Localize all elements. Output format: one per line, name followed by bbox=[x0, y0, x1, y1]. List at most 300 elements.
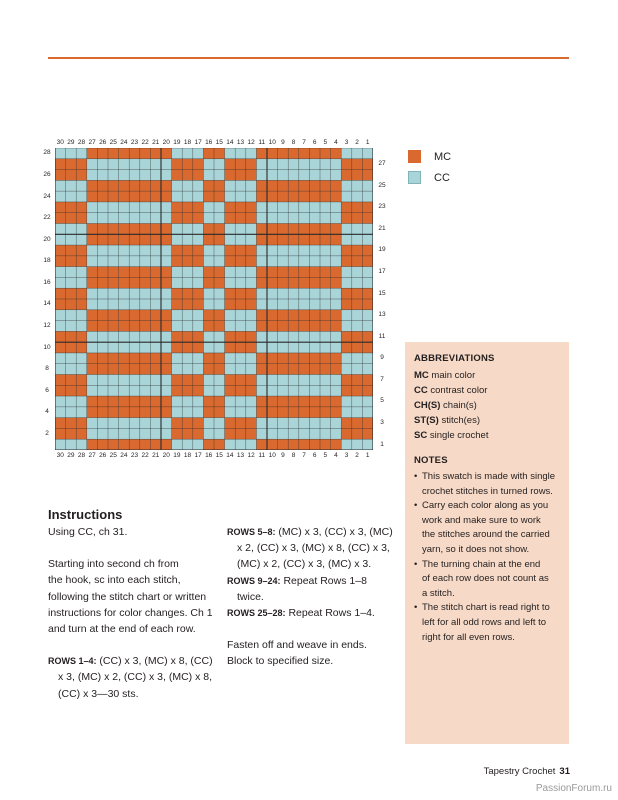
chart-cell bbox=[235, 213, 246, 224]
chart-cell bbox=[108, 191, 119, 202]
note-item bbox=[414, 470, 560, 499]
chart-cell bbox=[129, 202, 140, 213]
chart-cell bbox=[140, 180, 151, 191]
chart-cell bbox=[352, 170, 363, 181]
notes-list bbox=[414, 470, 560, 645]
chart-cell bbox=[193, 353, 204, 364]
chart-cell bbox=[55, 364, 66, 375]
start-text-line: following the stitch chart or written bbox=[48, 590, 207, 603]
chart-cell bbox=[76, 375, 87, 386]
chart-cell bbox=[341, 353, 352, 364]
chart-cell bbox=[214, 245, 225, 256]
chart-cell bbox=[256, 213, 267, 224]
chart-cell bbox=[267, 191, 278, 202]
stitch-chart bbox=[40, 138, 390, 463]
notes-title: NOTES bbox=[414, 455, 448, 466]
chart-cell bbox=[320, 213, 331, 224]
chart-cell bbox=[203, 407, 214, 418]
chart-cell bbox=[267, 159, 278, 170]
chart-cell bbox=[108, 428, 119, 439]
chart-cell bbox=[129, 418, 140, 429]
rows-5-8-label: ROWS 5–8: bbox=[227, 527, 276, 537]
chart-cell bbox=[246, 288, 257, 299]
chart-cell bbox=[193, 299, 204, 310]
chart-cell bbox=[108, 396, 119, 407]
chart-cell bbox=[320, 353, 331, 364]
column-number: 5 bbox=[323, 452, 328, 459]
chart-cell bbox=[246, 396, 257, 407]
chart-cell bbox=[108, 277, 119, 288]
chart-cell bbox=[76, 310, 87, 321]
row-number: 25 bbox=[378, 181, 386, 189]
chart-cell bbox=[76, 267, 87, 278]
chart-cell bbox=[66, 245, 77, 256]
chart-cell bbox=[129, 375, 140, 386]
chart-cell bbox=[66, 407, 77, 418]
chart-cell bbox=[150, 331, 161, 342]
chart-cell bbox=[267, 288, 278, 299]
chart-cell bbox=[235, 321, 246, 332]
chart-cell bbox=[246, 159, 257, 170]
chart-cell bbox=[119, 321, 130, 332]
chart-cell bbox=[203, 224, 214, 235]
chart-cell bbox=[299, 180, 310, 191]
chart-cell bbox=[140, 277, 151, 288]
chart-cell bbox=[331, 224, 342, 235]
chart-cell bbox=[76, 385, 87, 396]
rows-25-28-text: Repeat Rows 1–4. bbox=[285, 607, 375, 620]
chart-cell bbox=[341, 407, 352, 418]
chart-cell bbox=[267, 213, 278, 224]
chart-cell bbox=[256, 418, 267, 429]
column-number: 13 bbox=[236, 452, 245, 459]
chart-cell bbox=[309, 375, 320, 386]
chart-cell bbox=[267, 245, 278, 256]
chart-cell bbox=[331, 385, 342, 396]
chart-cell bbox=[182, 418, 193, 429]
chart-cell bbox=[267, 180, 278, 191]
chart-cell bbox=[331, 148, 342, 159]
chart-cell bbox=[256, 267, 267, 278]
chart-cell bbox=[362, 439, 373, 450]
chart-cell bbox=[278, 321, 289, 332]
chart-cell bbox=[182, 375, 193, 386]
chart-cell bbox=[299, 170, 310, 181]
chart-cell bbox=[150, 342, 161, 353]
chart-cell bbox=[299, 159, 310, 170]
chart-cell bbox=[172, 256, 183, 267]
chart-cell bbox=[140, 213, 151, 224]
chart-cell bbox=[267, 331, 278, 342]
chart-cell bbox=[320, 277, 331, 288]
chart-cell bbox=[309, 342, 320, 353]
chart-cell bbox=[299, 375, 310, 386]
chart-cell bbox=[341, 170, 352, 181]
column-number: 16 bbox=[205, 452, 213, 459]
rows-25-28-label: ROWS 25–28: bbox=[227, 608, 286, 619]
chart-cell bbox=[55, 267, 66, 278]
chart-cell bbox=[172, 407, 183, 418]
chart-cell bbox=[119, 353, 130, 364]
chart-cell bbox=[76, 321, 87, 332]
chart-cell bbox=[278, 277, 289, 288]
column-number: 17 bbox=[194, 139, 202, 146]
chart-cell bbox=[119, 396, 130, 407]
chart-cell bbox=[309, 396, 320, 407]
chart-cell bbox=[76, 331, 87, 342]
chart-cell bbox=[214, 418, 225, 429]
chart-cell bbox=[172, 191, 183, 202]
chart-cell bbox=[119, 148, 130, 159]
chart-cell bbox=[87, 148, 98, 159]
chart-cell bbox=[214, 439, 225, 450]
chart-cell bbox=[225, 310, 236, 321]
row-number: 20 bbox=[43, 235, 51, 243]
chart-cell bbox=[150, 385, 161, 396]
chart-cell bbox=[193, 396, 204, 407]
column-number: 4 bbox=[334, 139, 338, 146]
chart-cell bbox=[278, 234, 289, 245]
chart-cell bbox=[66, 428, 77, 439]
note-line: The stitch chart is read right to bbox=[422, 602, 550, 614]
chart-cell bbox=[341, 342, 352, 353]
chart-cell bbox=[97, 180, 108, 191]
chart-cell bbox=[331, 267, 342, 278]
chart-cell bbox=[129, 191, 140, 202]
chart-cell bbox=[97, 353, 108, 364]
note-line: the stitches around the carried bbox=[422, 529, 550, 541]
chart-cell bbox=[76, 418, 87, 429]
chart-cell bbox=[76, 159, 87, 170]
chart-cell bbox=[66, 288, 77, 299]
chart-cell bbox=[87, 191, 98, 202]
chart-cell bbox=[76, 245, 87, 256]
chart-cell bbox=[150, 213, 161, 224]
chart-cell bbox=[362, 407, 373, 418]
chart-cell bbox=[182, 148, 193, 159]
chart-cell bbox=[87, 299, 98, 310]
chart-cell bbox=[278, 180, 289, 191]
chart-cell bbox=[331, 256, 342, 267]
chart-cell bbox=[214, 375, 225, 386]
chart-cell bbox=[66, 439, 77, 450]
chart-cell bbox=[161, 310, 172, 321]
chart-cell bbox=[288, 342, 299, 353]
chart-cell bbox=[150, 245, 161, 256]
chart-cell bbox=[97, 396, 108, 407]
chart-cell bbox=[246, 180, 257, 191]
row-number: 17 bbox=[378, 268, 386, 276]
chart-cell bbox=[161, 245, 172, 256]
chart-cell bbox=[235, 224, 246, 235]
chart-cell bbox=[97, 213, 108, 224]
chart-cell bbox=[331, 331, 342, 342]
column-number: 8 bbox=[291, 139, 296, 146]
chart-cell bbox=[309, 256, 320, 267]
chart-cell bbox=[119, 364, 130, 375]
chart-cell bbox=[76, 364, 87, 375]
chart-cell bbox=[119, 159, 130, 170]
note-item bbox=[414, 558, 560, 602]
chart-cell bbox=[129, 213, 140, 224]
chart-cell bbox=[150, 310, 161, 321]
chart-cell bbox=[256, 170, 267, 181]
chart-cell bbox=[76, 277, 87, 288]
chart-cell bbox=[87, 396, 98, 407]
chart-cell bbox=[320, 299, 331, 310]
chart-cell bbox=[87, 234, 98, 245]
column-number: 20 bbox=[162, 452, 170, 459]
chart-cell bbox=[225, 418, 236, 429]
chart-cell bbox=[182, 180, 193, 191]
chart-cell bbox=[362, 213, 373, 224]
chart-cell bbox=[278, 364, 289, 375]
chart-cell bbox=[214, 170, 225, 181]
chart-cell bbox=[182, 428, 193, 439]
chart-cell bbox=[66, 418, 77, 429]
chart-cell bbox=[193, 364, 204, 375]
chart-cell bbox=[140, 353, 151, 364]
chart-cell bbox=[309, 418, 320, 429]
chart-cell bbox=[352, 213, 363, 224]
chart-cell bbox=[203, 180, 214, 191]
chart-cell bbox=[140, 148, 151, 159]
chart-cell bbox=[203, 191, 214, 202]
chart-cell bbox=[108, 439, 119, 450]
chart-cell bbox=[55, 385, 66, 396]
chart-cell bbox=[172, 267, 183, 278]
chart-cell bbox=[225, 202, 236, 213]
chart-cell bbox=[140, 375, 151, 386]
chart-cell bbox=[256, 310, 267, 321]
chart-cell bbox=[362, 364, 373, 375]
chart-cell bbox=[235, 202, 246, 213]
chart-cell bbox=[214, 407, 225, 418]
chart-cell bbox=[331, 191, 342, 202]
chart-cell bbox=[150, 277, 161, 288]
chart-cell bbox=[119, 439, 130, 450]
chart-cell bbox=[182, 288, 193, 299]
chart-cell bbox=[140, 342, 151, 353]
chart-cell bbox=[341, 418, 352, 429]
chart-cell bbox=[246, 331, 257, 342]
note-line: left for all odd rows and left to bbox=[422, 616, 547, 628]
chart-cell bbox=[235, 245, 246, 256]
chart-cell bbox=[66, 310, 77, 321]
chart-cell bbox=[331, 407, 342, 418]
chart-cell bbox=[66, 159, 77, 170]
chart-cell bbox=[352, 396, 363, 407]
chart-cell bbox=[161, 364, 172, 375]
chart-cell bbox=[246, 299, 257, 310]
row-number: 24 bbox=[43, 192, 51, 200]
legend-mc bbox=[408, 150, 451, 163]
chart-cell bbox=[278, 331, 289, 342]
row-number: 7 bbox=[380, 375, 384, 383]
chart-cell bbox=[278, 418, 289, 429]
chart-cell bbox=[108, 267, 119, 278]
chart-cell bbox=[172, 159, 183, 170]
chart-cell bbox=[87, 159, 98, 170]
chart-cell bbox=[309, 224, 320, 235]
chart-cell bbox=[225, 159, 236, 170]
chart-cell bbox=[246, 277, 257, 288]
chart-cell bbox=[66, 234, 77, 245]
chart-cell bbox=[331, 277, 342, 288]
chart-cell bbox=[150, 321, 161, 332]
chart-cell bbox=[320, 224, 331, 235]
chart-cell bbox=[225, 148, 236, 159]
rows-5-8 bbox=[227, 524, 397, 573]
chart-cell bbox=[235, 277, 246, 288]
chart-cell bbox=[362, 224, 373, 235]
chart-cell bbox=[119, 267, 130, 278]
row-number: 13 bbox=[378, 311, 386, 319]
chart-cell bbox=[225, 224, 236, 235]
chart-cell bbox=[362, 342, 373, 353]
rows-9-24-label: ROWS 9–24: bbox=[227, 575, 281, 586]
chart-cell bbox=[246, 202, 257, 213]
chart-cell bbox=[341, 277, 352, 288]
row-number: 27 bbox=[378, 160, 386, 168]
chart-cell bbox=[341, 180, 352, 191]
chart-cell bbox=[182, 321, 193, 332]
column-number: 17 bbox=[194, 452, 202, 459]
chart-cell bbox=[256, 364, 267, 375]
chart-cell bbox=[341, 364, 352, 375]
chart-cell bbox=[331, 159, 342, 170]
chart-cell bbox=[193, 180, 204, 191]
chart-cell bbox=[288, 213, 299, 224]
chart-cell bbox=[362, 245, 373, 256]
chart-cell bbox=[320, 245, 331, 256]
chart-cell bbox=[182, 299, 193, 310]
chart-cell bbox=[161, 267, 172, 278]
chart-cell bbox=[299, 396, 310, 407]
chart-cell bbox=[267, 321, 278, 332]
bullet-icon: • bbox=[414, 500, 418, 512]
chart-cell bbox=[161, 342, 172, 353]
chart-cell bbox=[352, 288, 363, 299]
chart-cell bbox=[129, 396, 140, 407]
chart-cell bbox=[267, 439, 278, 450]
chart-cell bbox=[87, 202, 98, 213]
column-number: 19 bbox=[173, 139, 181, 146]
chart-cell bbox=[256, 385, 267, 396]
chart-cell bbox=[55, 331, 66, 342]
note-item bbox=[414, 499, 560, 557]
chart-cell bbox=[225, 299, 236, 310]
chart-cell bbox=[55, 310, 66, 321]
chart-cell bbox=[331, 213, 342, 224]
chart-cell bbox=[320, 267, 331, 278]
column-number: 14 bbox=[226, 452, 234, 459]
row-number: 11 bbox=[378, 332, 386, 340]
chart-cell bbox=[299, 299, 310, 310]
chart-cell bbox=[267, 396, 278, 407]
chart-cell bbox=[352, 385, 363, 396]
chart-cell bbox=[161, 234, 172, 245]
chart-cell bbox=[362, 159, 373, 170]
chart-cell bbox=[352, 364, 363, 375]
chart-cell bbox=[108, 213, 119, 224]
row-number: 2 bbox=[45, 429, 49, 437]
chart-cell bbox=[214, 364, 225, 375]
chart-cell bbox=[97, 385, 108, 396]
chart-cell bbox=[246, 364, 257, 375]
chart-cell bbox=[267, 202, 278, 213]
column-number: 23 bbox=[130, 452, 139, 459]
chart-cell bbox=[203, 310, 214, 321]
chart-cell bbox=[203, 331, 214, 342]
column-number: 18 bbox=[183, 452, 192, 459]
chart-cell bbox=[299, 418, 310, 429]
chart-cell bbox=[235, 342, 246, 353]
chart-cell bbox=[299, 256, 310, 267]
column-number: 7 bbox=[302, 452, 306, 459]
chart-cell bbox=[108, 331, 119, 342]
chart-cell bbox=[66, 299, 77, 310]
chart-cell bbox=[309, 428, 320, 439]
chart-cell bbox=[193, 310, 204, 321]
chart-cell bbox=[172, 277, 183, 288]
chart-cell bbox=[55, 159, 66, 170]
chart-cell bbox=[256, 299, 267, 310]
chart-cell bbox=[288, 224, 299, 235]
abbreviation-meaning: main color bbox=[428, 370, 476, 381]
chart-cell bbox=[320, 439, 331, 450]
chart-cell bbox=[97, 170, 108, 181]
row-number: 15 bbox=[378, 289, 386, 297]
chart-cell bbox=[267, 407, 278, 418]
chart-cell bbox=[150, 396, 161, 407]
chart-cell bbox=[235, 439, 246, 450]
chart-cell bbox=[55, 148, 66, 159]
chart-cell bbox=[225, 385, 236, 396]
chart-cell bbox=[352, 234, 363, 245]
chart-cell bbox=[362, 180, 373, 191]
chart-cell bbox=[119, 299, 130, 310]
chart-cell bbox=[150, 148, 161, 159]
chart-cell bbox=[203, 418, 214, 429]
chart-cell bbox=[161, 428, 172, 439]
chart-cell bbox=[225, 256, 236, 267]
chart-cell bbox=[235, 191, 246, 202]
chart-cell bbox=[108, 310, 119, 321]
chart-cell bbox=[331, 245, 342, 256]
chart-cell bbox=[352, 331, 363, 342]
column-number: 22 bbox=[141, 452, 149, 459]
chart-cell bbox=[309, 202, 320, 213]
chart-cell bbox=[193, 202, 204, 213]
chart-cell bbox=[309, 310, 320, 321]
chart-cell bbox=[150, 418, 161, 429]
chart-cell bbox=[225, 375, 236, 386]
chart-cell bbox=[256, 180, 267, 191]
row-number: 19 bbox=[378, 246, 386, 254]
chart-cell bbox=[331, 180, 342, 191]
chart-cell bbox=[362, 288, 373, 299]
chart-cell bbox=[119, 234, 130, 245]
chart-cell bbox=[299, 148, 310, 159]
chart-cell bbox=[140, 364, 151, 375]
chart-cell bbox=[256, 148, 267, 159]
chart-cell bbox=[182, 407, 193, 418]
chart-cell bbox=[362, 256, 373, 267]
chart-cell bbox=[108, 375, 119, 386]
chart-cell bbox=[225, 213, 236, 224]
row-number: 3 bbox=[380, 419, 384, 427]
